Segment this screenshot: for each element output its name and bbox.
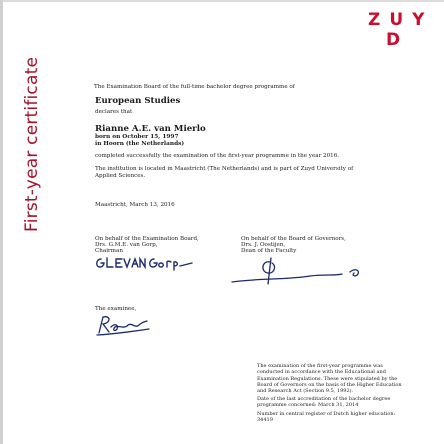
student-name: Rianne A.E. van Mierlo: [95, 124, 206, 134]
governors-line3: Dean of the Faculty: [241, 248, 297, 254]
institution-text-1: The institution is located in Maastricht (The Netherlands) and is part of Zuyd University of: [95, 166, 354, 172]
footnote-regulations: The examination of the first-year programme was conducted in accordance with the Educational and Examination Regulations. These were stipulated by the Board of Governors on the basis of the Higher Education and Research Act (Section 9.5, 1992).: [257, 363, 402, 395]
student-birthplace: in Hoorn (the Netherlands): [95, 141, 185, 147]
exam-board-line2: Drs. G.M.E. van Gorp,: [95, 242, 158, 248]
page-edge-left: [0, 0, 3, 444]
chairman-signature: [92, 254, 202, 272]
exam-board-line3: Chairman: [95, 248, 123, 254]
governors-line1: On behalf of the Board of Governors,: [241, 236, 346, 242]
student-birthdate: born on October 15, 1997: [95, 134, 179, 140]
examinee-signature: [93, 313, 157, 337]
certificate-side-title: First-year certificate: [22, 56, 42, 232]
institution-text-2: Applied Sciences.: [95, 173, 146, 179]
completion-text: completed successfully the examination of the first-year programme in the year 2016.: [95, 153, 340, 159]
zuyd-logo: ZUY D: [368, 10, 434, 50]
programme-name: European Studies: [95, 96, 181, 106]
dean-signature: [230, 254, 390, 288]
page-edge-top: [0, 0, 444, 2]
place-date: Maastricht, March 13, 2016: [95, 202, 175, 208]
intro-text: The Examination Board of the full-time bachelor degree programme of: [94, 84, 295, 90]
footnote-register: Number in central register of Dutch higher education: 34419: [257, 411, 396, 424]
governors-line2: Drs. J. Oostijen,: [241, 242, 286, 248]
declares-text: declares that: [95, 109, 133, 115]
exam-board-line1: On behalf of the Examination Board,: [95, 236, 199, 242]
footnote-accreditation: Date of the last accreditation of the bachelor degree programme concerned: March 31, 2014: [257, 396, 391, 409]
examinee-label: The examinee,: [95, 306, 137, 312]
